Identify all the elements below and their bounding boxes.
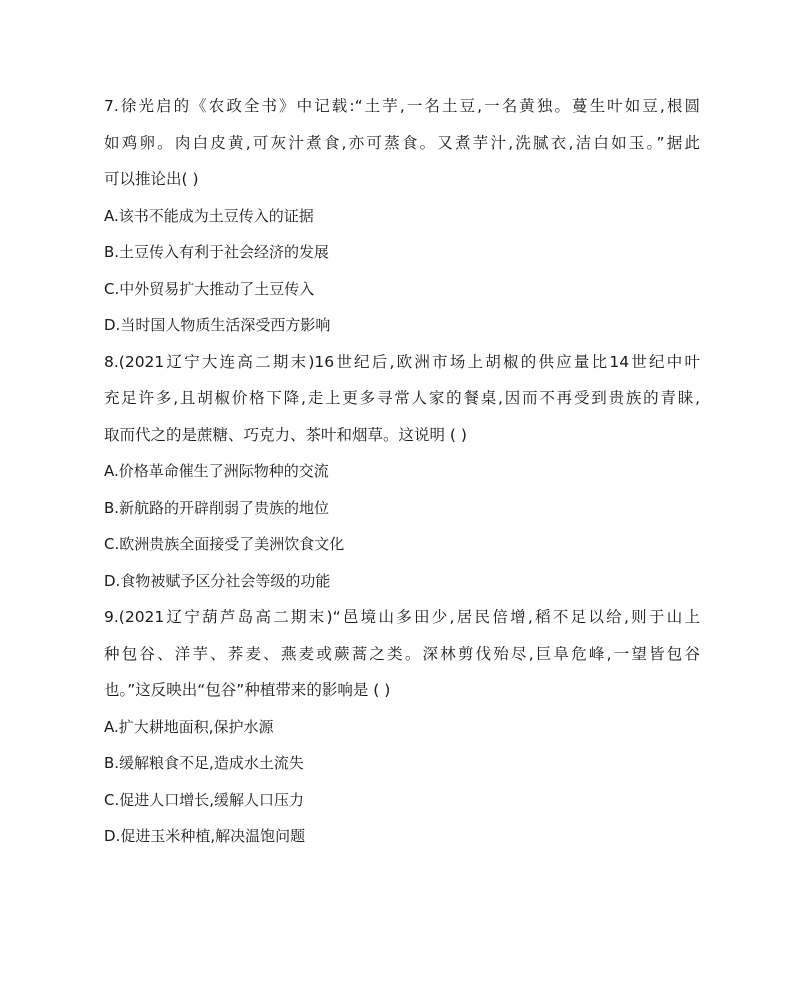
question-7-option-c: C.中外贸易扩大推动了土豆传入 — [104, 279, 315, 298]
question-8-option-b: B.新航路的开辟削弱了贵族的地位 — [104, 498, 330, 517]
question-9-stem-line-1: 9.(2021辽宁葫芦岛高二期末)“邑境山多田少,居民倍增,稻不足以给,则于山上 — [104, 608, 700, 626]
question-8-stem-line-1: 8.(2021辽宁大连高二期末)16世纪后,欧洲市场上胡椒的供应量比14世纪中叶 — [104, 352, 700, 371]
question-8 — [104, 344, 700, 600]
document-page — [104, 88, 700, 855]
question-8-stem-line-3: 取而代之的是蔗糖、巧克力、茶叶和烟草。这说明 ( ) — [104, 425, 467, 444]
question-7-option-a: A.该书不能成为土豆传入的证据 — [104, 206, 314, 225]
question-7-option-d: D.当时国人物质生活深受西方影响 — [104, 316, 331, 334]
question-8-option-d: D.食物被赋予区分社会等级的功能 — [104, 571, 331, 590]
question-9-option-a: A.扩大耕地面积,保护水源 — [104, 717, 274, 736]
question-8-stem-line-2: 充足许多,且胡椒价格下降,走上更多寻常人家的餐桌,因而不再受到贵族的青睐, — [104, 389, 700, 407]
question-8-option-c: C.欧洲贵族全面接受了美洲饮食文化 — [104, 535, 345, 553]
question-9-stem-line-2: 种包谷、洋芋、荞麦、燕麦或蕨蒿之类。深林剪伐殆尽,巨阜危峰,一望皆包谷 — [104, 644, 700, 663]
question-7-option-b: B.土豆传入有利于社会经济的发展 — [104, 243, 330, 261]
question-7 — [104, 88, 700, 344]
question-7-stem-line-1: 7.徐光启的《农政全书》中记载:“土芋,一名土豆,一名黄独。蔓生叶如豆,根圆 — [104, 97, 700, 115]
question-8-option-a: A.价格革命催生了洲际物种的交流 — [104, 462, 329, 480]
question-7-stem-line-3: 可以推论出( ) — [104, 170, 199, 188]
question-9-stem-line-3: 也。”这反映出“包谷”种植带来的影响是 ( ) — [104, 681, 391, 699]
question-9-option-d: D.促进玉米种植,解决温饱问题 — [104, 827, 306, 845]
question-9-option-c: C.促进人口增长,缓解人口压力 — [104, 790, 305, 809]
question-7-stem-line-2: 如鸡卵。肉白皮黄,可灰汁煮食,亦可蒸食。又煮芋汁,洗腻衣,洁白如玉。”据此 — [104, 133, 700, 152]
question-9 — [104, 599, 700, 855]
question-9-option-b: B.缓解粮食不足,造成水土流失 — [104, 754, 304, 772]
